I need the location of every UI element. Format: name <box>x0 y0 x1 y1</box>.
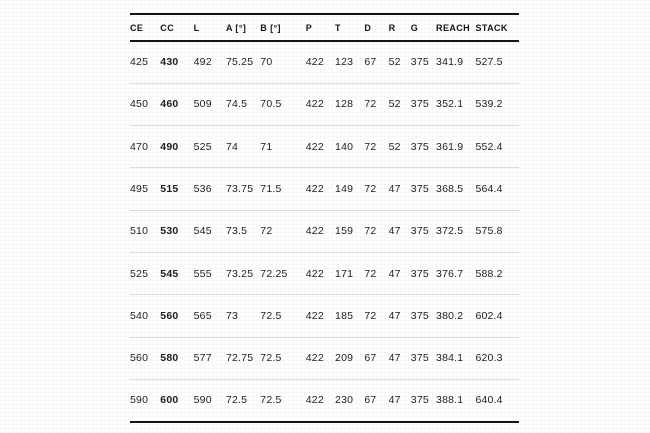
table-cell: 149 <box>335 168 364 210</box>
table-cell: 530 <box>160 210 193 252</box>
table-cell: 422 <box>306 41 335 83</box>
table-cell: 72.5 <box>226 379 260 421</box>
table-cell: 430 <box>160 41 193 83</box>
table-row <box>130 252 519 294</box>
table-cell: 372.5 <box>436 210 475 252</box>
table-cell: 72 <box>364 295 388 337</box>
table-cell: 67 <box>364 41 388 83</box>
table-cell: 552.4 <box>475 126 519 168</box>
table-cell: 527.5 <box>475 41 519 83</box>
table-cell: 72.5 <box>260 379 305 421</box>
table-cell: 73 <box>226 295 260 337</box>
table-row <box>130 41 519 83</box>
table-cell: 565 <box>194 295 226 337</box>
table-cell: 515 <box>160 168 193 210</box>
table-cell: 575.8 <box>475 210 519 252</box>
table-row <box>130 295 519 337</box>
table-cell: 171 <box>335 252 364 294</box>
table-cell: 422 <box>306 83 335 125</box>
table-cell: 580 <box>160 337 193 379</box>
table-cell: 159 <box>335 210 364 252</box>
table-cell: 230 <box>335 379 364 421</box>
table-cell: 540 <box>130 295 160 337</box>
table-cell: 375 <box>411 210 436 252</box>
table-cell: 70.5 <box>260 83 305 125</box>
table-cell: 422 <box>306 210 335 252</box>
column-header: CE <box>130 14 160 41</box>
table-cell: 450 <box>130 83 160 125</box>
table-cell: 72.5 <box>260 337 305 379</box>
table-cell: 509 <box>194 83 226 125</box>
table-cell: 588.2 <box>475 252 519 294</box>
table-cell: 73.75 <box>226 168 260 210</box>
table-cell: 47 <box>389 168 411 210</box>
table-cell: 47 <box>389 295 411 337</box>
table-cell: 620.3 <box>475 337 519 379</box>
table-cell: 375 <box>411 126 436 168</box>
table-row <box>130 379 519 421</box>
table-cell: 560 <box>130 337 160 379</box>
table-cell: 72.5 <box>260 295 305 337</box>
geometry-table <box>130 13 519 423</box>
table-cell: 380.2 <box>436 295 475 337</box>
table-cell: 52 <box>389 126 411 168</box>
column-header: G <box>411 14 436 41</box>
table-cell: 555 <box>194 252 226 294</box>
table-cell: 72 <box>364 168 388 210</box>
column-header: B [°] <box>260 14 305 41</box>
table-row <box>130 337 519 379</box>
table-cell: 74.5 <box>226 83 260 125</box>
table-cell: 361.9 <box>436 126 475 168</box>
table-cell: 47 <box>389 252 411 294</box>
table-cell: 560 <box>160 295 193 337</box>
table-cell: 388.1 <box>436 379 475 421</box>
table-row <box>130 210 519 252</box>
table-cell: 525 <box>194 126 226 168</box>
table-cell: 128 <box>335 83 364 125</box>
table-cell: 47 <box>389 379 411 421</box>
table-cell: 590 <box>194 379 226 421</box>
column-header: R <box>389 14 411 41</box>
table-cell: 375 <box>411 83 436 125</box>
table-cell: 72 <box>364 83 388 125</box>
table-cell: 600 <box>160 379 193 421</box>
table-cell: 602.4 <box>475 295 519 337</box>
table-cell: 422 <box>306 295 335 337</box>
column-header: D <box>364 14 388 41</box>
table-cell: 490 <box>160 126 193 168</box>
table-cell: 375 <box>411 295 436 337</box>
table-cell: 73.25 <box>226 252 260 294</box>
table-cell: 422 <box>306 379 335 421</box>
column-header: T <box>335 14 364 41</box>
table-row <box>130 83 519 125</box>
table-cell: 352.1 <box>436 83 475 125</box>
table-cell: 71.5 <box>260 168 305 210</box>
table-cell: 375 <box>411 337 436 379</box>
table-cell: 123 <box>335 41 364 83</box>
column-header: A [°] <box>226 14 260 41</box>
table-cell: 185 <box>335 295 364 337</box>
table-cell: 422 <box>306 252 335 294</box>
table-cell: 72 <box>364 126 388 168</box>
table-cell: 375 <box>411 379 436 421</box>
table-cell: 368.5 <box>436 168 475 210</box>
column-header: P <box>306 14 335 41</box>
table-cell: 341.9 <box>436 41 475 83</box>
table-cell: 376.7 <box>436 252 475 294</box>
table-cell: 545 <box>194 210 226 252</box>
table-cell: 52 <box>389 41 411 83</box>
table-cell: 640.4 <box>475 379 519 421</box>
table-cell: 72 <box>364 252 388 294</box>
table-cell: 536 <box>194 168 226 210</box>
table-cell: 47 <box>389 210 411 252</box>
column-header: STACK <box>475 14 519 41</box>
table-cell: 545 <box>160 252 193 294</box>
column-header: L <box>194 14 226 41</box>
table-cell: 73.5 <box>226 210 260 252</box>
table-cell: 72 <box>364 210 388 252</box>
table-cell: 71 <box>260 126 305 168</box>
table-cell: 72 <box>260 210 305 252</box>
table-cell: 577 <box>194 337 226 379</box>
table-cell: 590 <box>130 379 160 421</box>
column-header: CC <box>160 14 193 41</box>
table-cell: 375 <box>411 252 436 294</box>
table-cell: 74 <box>226 126 260 168</box>
table-row <box>130 168 519 210</box>
table-cell: 422 <box>306 126 335 168</box>
table-cell: 67 <box>364 337 388 379</box>
table-row <box>130 126 519 168</box>
table-cell: 72.25 <box>260 252 305 294</box>
table-cell: 510 <box>130 210 160 252</box>
table-cell: 460 <box>160 83 193 125</box>
table-cell: 375 <box>411 41 436 83</box>
table-cell: 384.1 <box>436 337 475 379</box>
table-cell: 209 <box>335 337 364 379</box>
table-cell: 375 <box>411 168 436 210</box>
table-cell: 47 <box>389 337 411 379</box>
table-cell: 470 <box>130 126 160 168</box>
table-cell: 52 <box>389 83 411 125</box>
column-header: REACH <box>436 14 475 41</box>
table-cell: 564.4 <box>475 168 519 210</box>
table-cell: 75.25 <box>226 41 260 83</box>
table-cell: 425 <box>130 41 160 83</box>
table-head <box>130 14 519 41</box>
table-cell: 70 <box>260 41 305 83</box>
table-cell: 422 <box>306 337 335 379</box>
table-cell: 492 <box>194 41 226 83</box>
table-cell: 422 <box>306 168 335 210</box>
table-cell: 525 <box>130 252 160 294</box>
table-cell: 495 <box>130 168 160 210</box>
table-body <box>130 41 519 422</box>
table-cell: 539.2 <box>475 83 519 125</box>
table-cell: 140 <box>335 126 364 168</box>
table-header-row <box>130 14 519 41</box>
table-cell: 72.75 <box>226 337 260 379</box>
table-cell: 67 <box>364 379 388 421</box>
